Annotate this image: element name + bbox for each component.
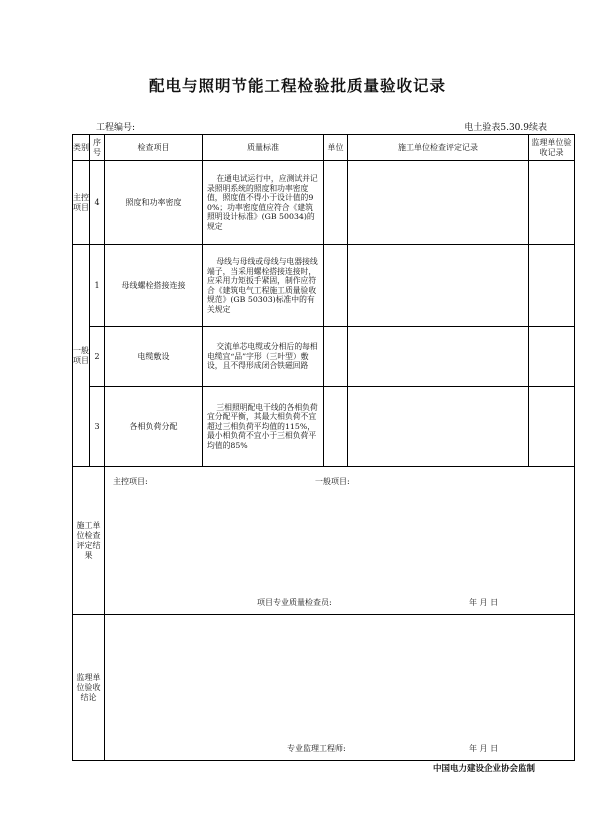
row-supervision-cell[interactable]	[529, 387, 575, 467]
supervision-engineer-label: 专业监理工程师:	[287, 744, 346, 753]
supervision-box[interactable]	[105, 615, 575, 761]
row-unit-cell[interactable]	[324, 245, 348, 327]
construction-date-label: 年 月 日	[469, 598, 499, 607]
supervision-date-label: 年 月 日	[469, 744, 499, 753]
row-unit-cell[interactable]	[324, 161, 348, 245]
form-code: 电土验表5.30.9续表	[464, 123, 547, 133]
construction-general-label: 一般项目:	[315, 477, 350, 486]
row-standard: 在通电试运行中，应测试并记录照明系统的照度和功率密度值，照度值不得小于设计值的90%；功率密度值应符合《建筑照明设计标准》(GB 50034)的规定	[203, 161, 324, 245]
construction-main-label: 主控项目:	[113, 477, 148, 486]
row-item: 电缆敷设	[105, 327, 203, 387]
header-category: 类别	[73, 135, 90, 161]
row-eval-cell[interactable]	[348, 245, 529, 327]
table-row	[73, 161, 575, 245]
row-standard: 母线与母线或母线与电器接线端子，当采用螺栓搭接连接时，应采用力矩扳手紧固，制作应符合《建筑电气工程施工质量验收规范》(GB 50303)标准中的有关规定	[203, 245, 324, 327]
row-seq: 1	[90, 245, 105, 327]
project-number-label: 工程编号:	[96, 123, 136, 133]
header-standard: 质量标准	[203, 135, 324, 161]
row-eval-cell[interactable]	[348, 327, 529, 387]
row-unit-cell[interactable]	[324, 327, 348, 387]
inspection-table	[72, 134, 575, 761]
row-seq: 3	[90, 387, 105, 467]
supervision-label: 监理单位验收结论	[73, 615, 105, 761]
row-supervision-cell[interactable]	[529, 327, 575, 387]
row-item: 母线螺栓搭接连接	[105, 245, 203, 327]
row-unit-cell[interactable]	[324, 387, 348, 467]
row-supervision-cell[interactable]	[529, 161, 575, 245]
table-row	[73, 327, 575, 387]
construction-eval-box[interactable]	[105, 467, 575, 615]
supervision-row	[73, 615, 575, 761]
table-row	[73, 245, 575, 327]
header-seq: 序号	[90, 135, 105, 161]
table-header-row	[73, 135, 575, 161]
row-item: 照度和功率密度	[105, 161, 203, 245]
construction-eval-row	[73, 467, 575, 615]
category-main: 主控项目	[73, 161, 90, 245]
row-standard: 交流单芯电缆或分相后的每相电缆宜“品”字形（三叶型）敷设，且不得形成闭合铁磁回路	[203, 327, 324, 387]
header-unit: 单位	[324, 135, 348, 161]
category-general: 一般项目	[73, 245, 90, 467]
row-eval-cell[interactable]	[348, 161, 529, 245]
row-standard: 三相照明配电干线的各相负荷宜分配平衡，其最大相负荷不宜超过三相负荷平均值的115%，最小相负荷不宜小于三相负荷平均值的85%	[203, 387, 324, 467]
row-eval-cell[interactable]	[348, 387, 529, 467]
quality-inspector-label: 项目专业质量检查员:	[257, 598, 332, 607]
page-title: 配电与照明节能工程检验批质量验收记录	[148, 77, 446, 95]
footer-organization: 中国电力建设企业协会监制	[432, 764, 535, 774]
table-row	[73, 387, 575, 467]
header-supervision: 监理单位验收记录	[529, 135, 575, 161]
row-item: 各相负荷分配	[105, 387, 203, 467]
header-eval: 施工单位检查评定记录	[348, 135, 529, 161]
row-supervision-cell[interactable]	[529, 245, 575, 327]
row-seq: 4	[90, 161, 105, 245]
header-item: 检查项目	[105, 135, 203, 161]
row-seq: 2	[90, 327, 105, 387]
construction-eval-label: 施工单位检查评定结果	[73, 467, 105, 615]
